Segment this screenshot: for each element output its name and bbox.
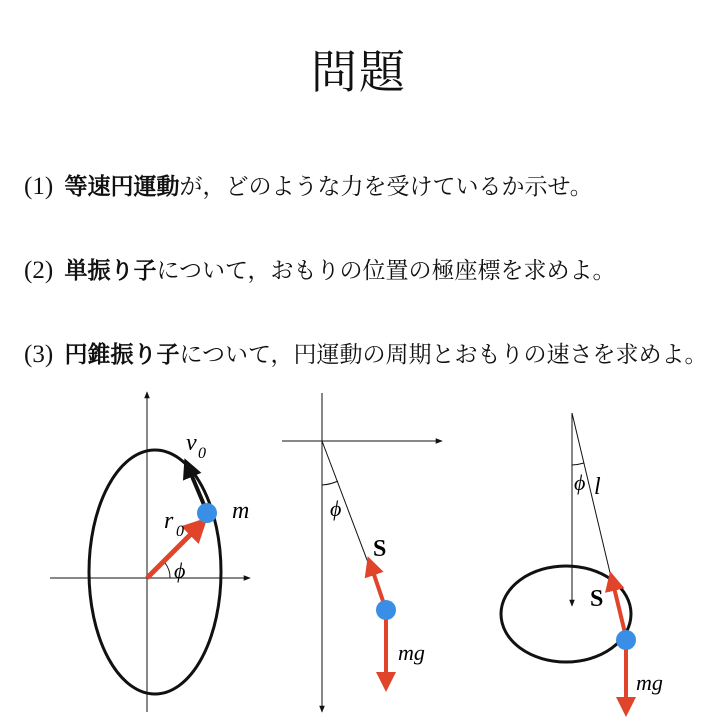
question-text: について，おもりの位置の極座標を求めよ。: [156, 258, 616, 284]
angle-arc: [165, 563, 170, 578]
gravity-label: mg: [636, 670, 663, 695]
question-text: について，円運動の周期とおもりの速さを求めよ。: [179, 342, 708, 368]
length-label: l: [594, 474, 601, 500]
question-term: 等速円運動: [64, 174, 180, 200]
figure-conical-pendulum: [501, 413, 663, 713]
angle-label: ϕ: [330, 496, 342, 521]
question-term: 単振り子: [64, 258, 157, 284]
radius-subscript: 0: [176, 523, 184, 540]
tension-arrow: [369, 560, 384, 604]
question-number: (3): [24, 341, 54, 368]
question-term: 円錐振り子: [64, 342, 180, 368]
angle-label: ϕ: [174, 558, 186, 583]
page-title: 問題: [311, 45, 407, 99]
angle-arc: [572, 463, 584, 465]
mass-bob: [197, 503, 217, 523]
tension-label: S: [373, 536, 387, 562]
figure-circular-motion: [50, 392, 250, 712]
velocity-label: v: [186, 430, 197, 456]
question-text: が，どのような力を受けているか示せ。: [179, 174, 593, 200]
radius-label: r: [164, 508, 174, 534]
pendulum-bob: [616, 630, 636, 650]
question-number: (2): [24, 257, 54, 284]
angle-arc: [322, 481, 338, 485]
angle-label: ϕ: [574, 470, 586, 495]
figure-simple-pendulum: [282, 393, 442, 712]
gravity-label: mg: [398, 640, 425, 665]
mass-label: m: [232, 498, 250, 524]
pendulum-bob: [376, 600, 396, 620]
velocity-subscript: 0: [198, 445, 206, 462]
question-number: (1): [24, 173, 54, 200]
tension-label: S: [590, 586, 604, 612]
